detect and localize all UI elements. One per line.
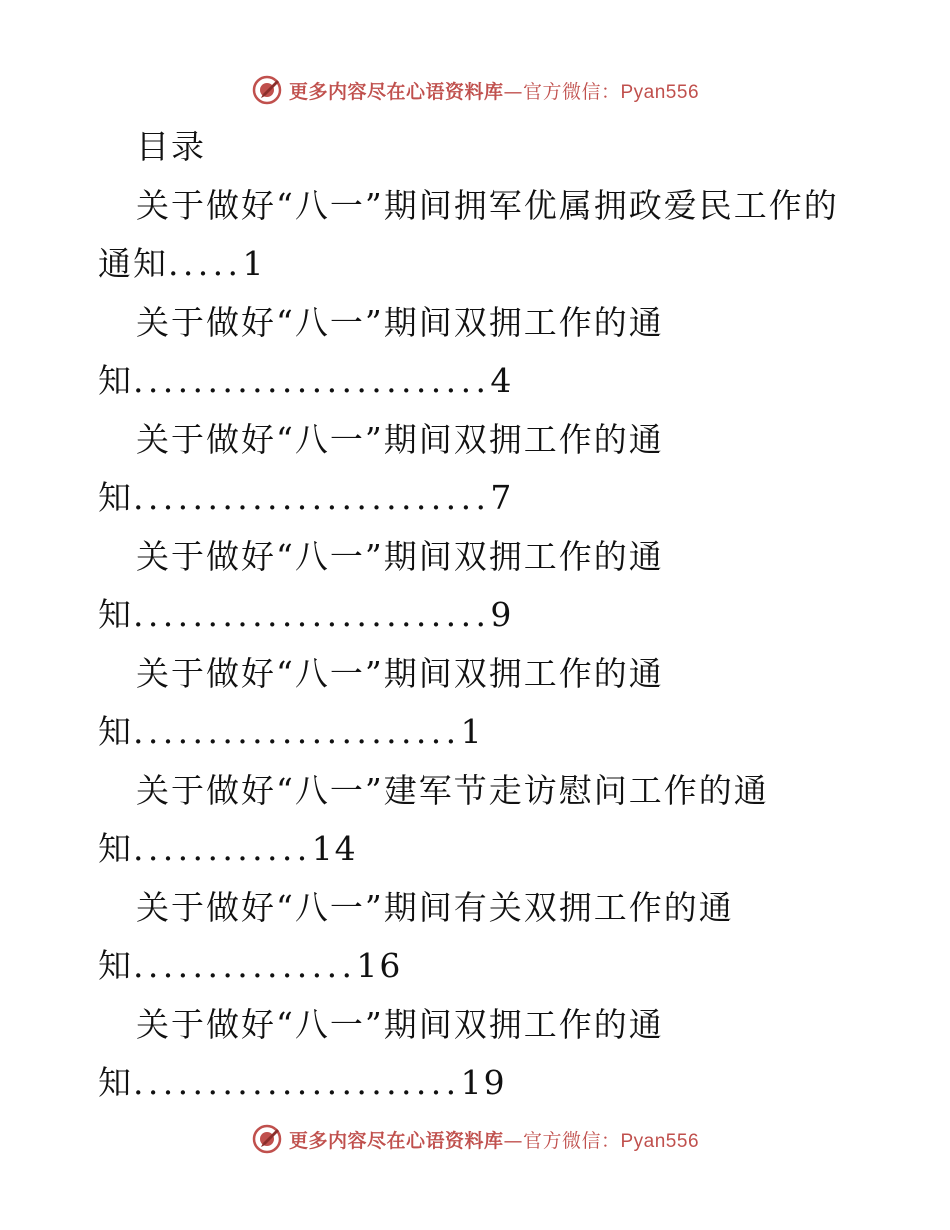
- dot-leader: ............: [133, 829, 312, 868]
- toc-entry-continuation: 知........................7: [98, 478, 514, 517]
- header-watermark: [0, 70, 950, 110]
- dot-leader: .....: [168, 244, 243, 283]
- dot-leader: ........................: [133, 361, 491, 400]
- page-number: 14: [311, 829, 358, 868]
- dot-leader: ...............: [133, 946, 357, 985]
- page-number: 1: [242, 244, 266, 283]
- toc-heading: 目录: [136, 127, 206, 166]
- dot-leader: ......................: [133, 712, 461, 751]
- toc-entry-title: 关于做好“八一”期间双拥工作的通: [136, 419, 664, 459]
- toc-entry-title: 关于做好“八一”期间双拥工作的通: [136, 1004, 664, 1044]
- toc-entry-title: 关于做好“八一”期间双拥工作的通: [136, 653, 664, 693]
- toc-entry-continuation: 知......................19: [98, 1063, 507, 1102]
- toc-entry-continuation: 知......................1: [98, 712, 484, 751]
- watermark-text: 更多内容尽在心语资料库—官方微信：Pyan556: [288, 80, 700, 103]
- toc-entry-title: 关于做好“八一”期间双拥工作的通: [136, 302, 664, 342]
- page-number: 7: [490, 478, 514, 517]
- toc-entry[interactable]: [98, 762, 898, 879]
- dot-leader: ......................: [133, 1063, 461, 1102]
- toc-entry[interactable]: [98, 177, 898, 294]
- page-number: 9: [490, 595, 514, 634]
- pen-logo-icon: [251, 74, 283, 106]
- footer-watermark: [0, 1119, 950, 1159]
- toc-entry[interactable]: [98, 645, 898, 762]
- dot-leader: ........................: [133, 478, 491, 517]
- toc-entry-title: 关于做好“八一”建军节走访慰问工作的通: [136, 770, 769, 810]
- page-number: 16: [356, 946, 403, 985]
- watermark-text: 更多内容尽在心语资料库—官方微信：Pyan556: [288, 1129, 700, 1152]
- toc-entry-continuation: 知............14: [98, 829, 358, 868]
- page-number: 4: [490, 361, 514, 400]
- page-number: 1: [460, 712, 484, 751]
- toc-entry[interactable]: [98, 996, 898, 1113]
- toc-entry[interactable]: [98, 411, 898, 528]
- pen-logo-icon: [251, 1123, 283, 1155]
- toc-entry[interactable]: [98, 528, 898, 645]
- toc-entry[interactable]: [98, 879, 898, 996]
- toc-entry[interactable]: [98, 294, 898, 411]
- dot-leader: ........................: [133, 595, 491, 634]
- toc-entry-continuation: 知........................9: [98, 595, 514, 634]
- toc-entry-title: 关于做好“八一”期间双拥工作的通: [136, 536, 664, 576]
- toc-entry-title: 关于做好“八一”期间有关双拥工作的通: [136, 887, 734, 927]
- page-number: 19: [460, 1063, 507, 1102]
- toc-entry-continuation: 通知.....1: [98, 244, 266, 283]
- toc-entry-continuation: 知........................4: [98, 361, 514, 400]
- toc-entry-title: 关于做好“八一”期间拥军优属拥政爱民工作的: [136, 185, 839, 225]
- table-of-contents: [98, 118, 898, 1113]
- toc-entry-continuation: 知...............16: [98, 946, 403, 985]
